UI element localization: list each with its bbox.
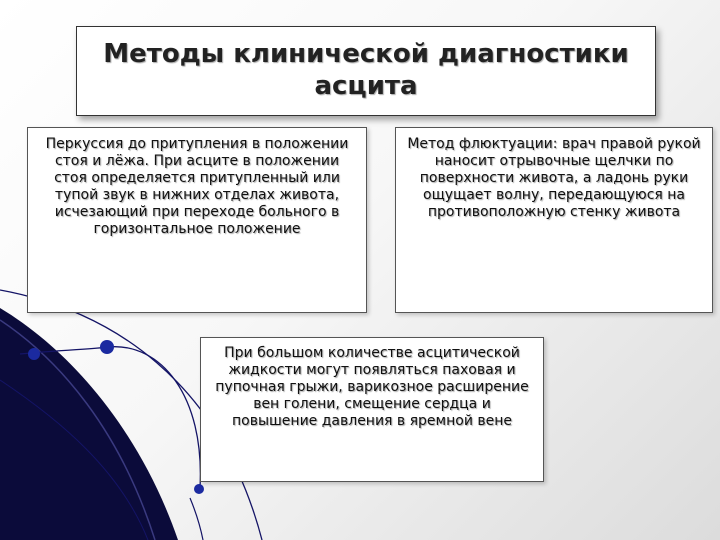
dot-bottom bbox=[194, 484, 204, 494]
dot-left bbox=[28, 348, 40, 360]
slide-title: Методы клинической диагностики асцита bbox=[76, 26, 656, 116]
large-ascites-signs-box: При большом количестве асцитической жидкости могут появляться паховая и пупочная грыжи, варикозное расширение вен голени, смещение сердца и повышение давления в яремной вене bbox=[200, 337, 544, 482]
navy-swoosh bbox=[0, 308, 178, 540]
dot-center bbox=[100, 340, 114, 354]
curve-line-4 bbox=[190, 498, 203, 540]
percussion-method-box: Перкуссия до притупления в положении стоя и лёжа. При асците в положении стоя определяется притупленный или тупой звук в нижних отделах живота, исчезающий при переходе больного в горизонтальное положение bbox=[27, 127, 367, 313]
fluctuation-method-box: Метод флюктуации: врач правой рукой наносит отрывочные щелчки по поверхности живота, а ладонь руки ощущает волну, передающуюся на противоположную стенку живота bbox=[395, 127, 713, 313]
